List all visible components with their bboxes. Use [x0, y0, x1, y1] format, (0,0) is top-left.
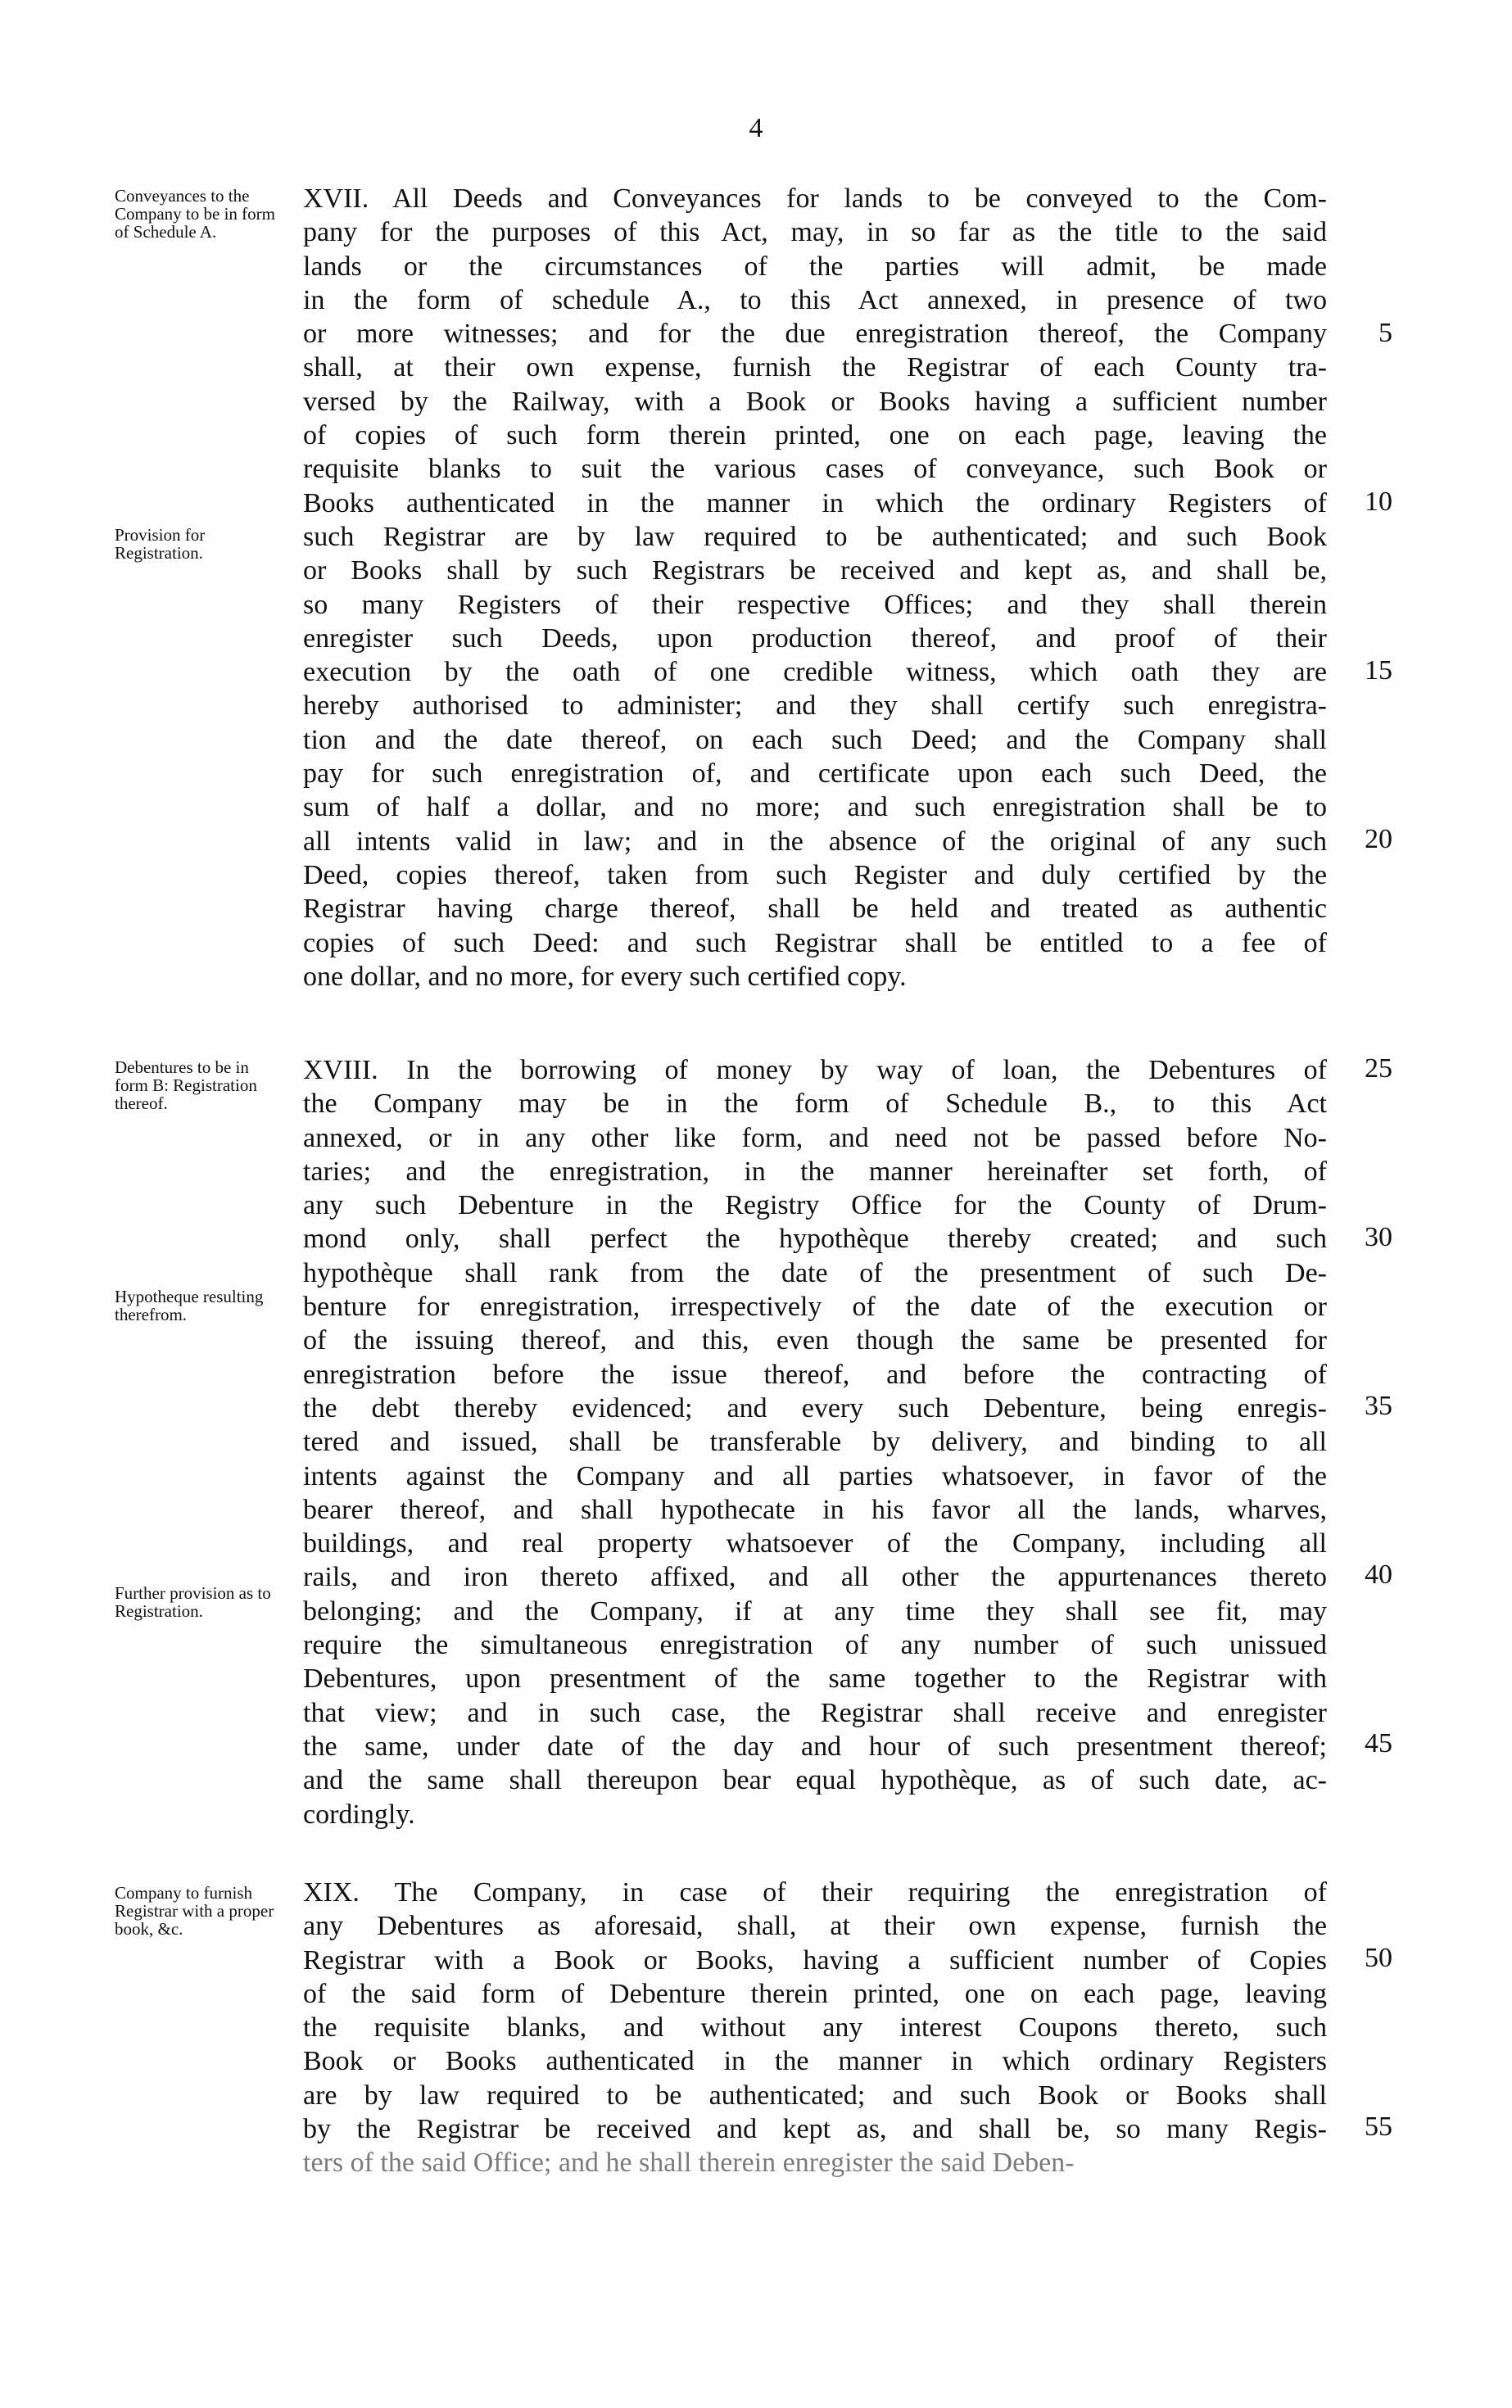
text-line: Registrar having charge thereof, shall be held and treated as authentic	[303, 894, 1327, 925]
text-line: Debentures, upon presentment of the same together to the Registrar with	[303, 1663, 1327, 1695]
margin-note-debentures: Debentures to be in form B: Registration thereof.	[115, 1057, 257, 1113]
text-line: rails, and iron thereto affixed, and all other the appurtenances thereto	[303, 1562, 1327, 1593]
text-line: enregister such Deeds, upon production thereof, and proof of their	[303, 622, 1327, 654]
text-line: benture for enregistration, irrespectively of the date of the execution or	[303, 1292, 1327, 1323]
text-line: require the simultaneous enregistration of any number of such unissued	[303, 1630, 1327, 1661]
text-line: ters of the said Office; and he shall therein enregister the said Deben-	[303, 2148, 1075, 2179]
margin-note-provision: Provision for Registration.	[115, 525, 206, 563]
line-number: 45	[1365, 1728, 1392, 1758]
text-line: Deed, copies thereof, taken from such Register and duly certified by the	[303, 859, 1327, 890]
margin-note-company: Company to furnish Registrar with a proper book, &c.	[115, 1883, 274, 1939]
text-line: copies of such Deed: and such Registrar shall be entitled to a fee of	[303, 927, 1327, 958]
text-line: bearer thereof, and shall hypothecate in his favor all the lands, wharves,	[303, 1494, 1327, 1525]
text-line: Book or Books authenticated in the manner in which ordinary Registers	[303, 2046, 1327, 2077]
margin-note-hypotheque: Hypotheque resulting therefrom.	[115, 1287, 264, 1324]
margin-note-conveyances: Conveyances to the Company to be in form of Schedule A.	[115, 186, 275, 242]
text-line: are by law required to be authenticated; and such Book or Books shall	[303, 2080, 1327, 2111]
text-line: requisite blanks to suit the various cases of conveyance, such Book or	[303, 454, 1327, 485]
text-line: and the same shall thereupon bear equal hypothèque, as of such date, ac-	[303, 1765, 1327, 1796]
text-line: hypothèque shall rank from the date of the presentment of such De-	[303, 1257, 1327, 1288]
text-line: the Company may be in the form of Schedule B., to this Act	[303, 1089, 1327, 1120]
text-line: by the Registrar be received and kept as, and shall be, so many Regis-	[303, 2114, 1327, 2145]
line-number: 50	[1365, 1943, 1392, 1973]
margin-note-further: Further provision as to Registration.	[115, 1583, 271, 1621]
text-line: belonging; and the Company, if at any time they shall see fit, may	[303, 1596, 1327, 1627]
line-number: 10	[1365, 487, 1392, 517]
line-number: 20	[1365, 824, 1392, 854]
text-line: Books authenticated in the manner in which the ordinary Registers of	[303, 487, 1327, 518]
text-line: XIX. The Company, in case of their requiring the enregistration of	[303, 1877, 1327, 1908]
text-line: sum of half a dollar, and no more; and such enregistration shall be to	[303, 792, 1327, 823]
line-number: 35	[1365, 1391, 1392, 1421]
text-line: XVIII. In the borrowing of money by way of loan, the Debentures of	[303, 1055, 1327, 1085]
text-line: cordingly.	[303, 1799, 415, 1830]
line-number: 55	[1365, 2112, 1392, 2142]
text-line: enregistration before the issue thereof, and before the contracting of	[303, 1359, 1327, 1390]
text-line: such Registrar are by law required to be authenticated; and such Book	[303, 521, 1327, 552]
text-line: hereby authorised to administer; and they shall certify such enregistra-	[303, 690, 1327, 722]
line-number: 30	[1365, 1222, 1392, 1252]
text-line: tion and the date thereof, on each such Deed; and the Company shall	[303, 724, 1327, 755]
text-line: versed by the Railway, with a Book or Books having a sufficient number	[303, 386, 1327, 417]
line-number: 15	[1365, 655, 1392, 686]
text-line: all intents valid in law; and in the absence of the original of any such	[303, 826, 1327, 857]
line-number: 25	[1365, 1053, 1392, 1084]
text-line: the requisite blanks, and without any interest Coupons thereto, such	[303, 2012, 1327, 2044]
line-number: 40	[1365, 1559, 1392, 1590]
text-line: XVII. All Deeds and Conveyances for lands to be conveyed to the Com-	[303, 183, 1327, 214]
text-line: mond only, shall perfect the hypothèque thereby created; and such	[303, 1224, 1327, 1255]
section-xviii	[303, 1053, 1327, 1831]
text-line: the same, under date of the day and hour of such presentment thereof;	[303, 1731, 1327, 1762]
page-number: 4	[749, 113, 763, 143]
text-line: one dollar, and no more, for every such certified copy.	[303, 961, 907, 992]
text-line: of the said form of Debenture therein printed, one on each page, leaving	[303, 1978, 1327, 2009]
text-line: so many Registers of their respective Offices; and they shall therein	[303, 589, 1327, 620]
line-number: 5	[1378, 318, 1392, 348]
text-line: of the issuing thereof, and this, even though the same be presented for	[303, 1325, 1327, 1356]
text-line: any Debentures as aforesaid, shall, at their own expense, furnish the	[303, 1911, 1327, 1942]
text-line: shall, at their own expense, furnish the Registrar of each County tra-	[303, 352, 1327, 383]
section-xix	[303, 1876, 1327, 2180]
text-line: execution by the oath of one credible witness, which oath they are	[303, 657, 1327, 688]
text-line: lands or the circumstances of the parties will admit, be made	[303, 251, 1327, 282]
text-line: pay for such enregistration of, and certificate upon each such Deed, the	[303, 758, 1327, 790]
text-line: intents against the Company and all parties whatsoever, in favor of the	[303, 1460, 1327, 1491]
text-line: tered and issued, shall be transferable by delivery, and binding to all	[303, 1427, 1327, 1458]
text-line: in the form of schedule A., to this Act annexed, in presence of two	[303, 284, 1327, 315]
text-line: Registrar with a Book or Books, having a sufficient number of Copies	[303, 1944, 1327, 1976]
section-xvii	[303, 182, 1327, 994]
text-line: taries; and the enregistration, in the manner hereinafter set forth, of	[303, 1156, 1327, 1187]
text-line: buildings, and real property whatsoever of the Company, including all	[303, 1528, 1327, 1559]
text-line: the debt thereby evidenced; and every such Debenture, being enregis-	[303, 1392, 1327, 1424]
text-line: any such Debenture in the Registry Office for the County of Drum-	[303, 1190, 1327, 1221]
text-line: that view; and in such case, the Registrar shall receive and enregister	[303, 1697, 1327, 1728]
text-line: or more witnesses; and for the due enregistration thereof, the Company	[303, 319, 1327, 350]
text-line: or Books shall by such Registrars be received and kept as, and shall be,	[303, 555, 1327, 586]
text-line: pany for the purposes of this Act, may, in so far as the title to the said	[303, 217, 1327, 248]
text-line: of copies of such form therein printed, one on each page, leaving the	[303, 420, 1327, 451]
text-line: annexed, or in any other like form, and need not be passed before No-	[303, 1122, 1327, 1153]
